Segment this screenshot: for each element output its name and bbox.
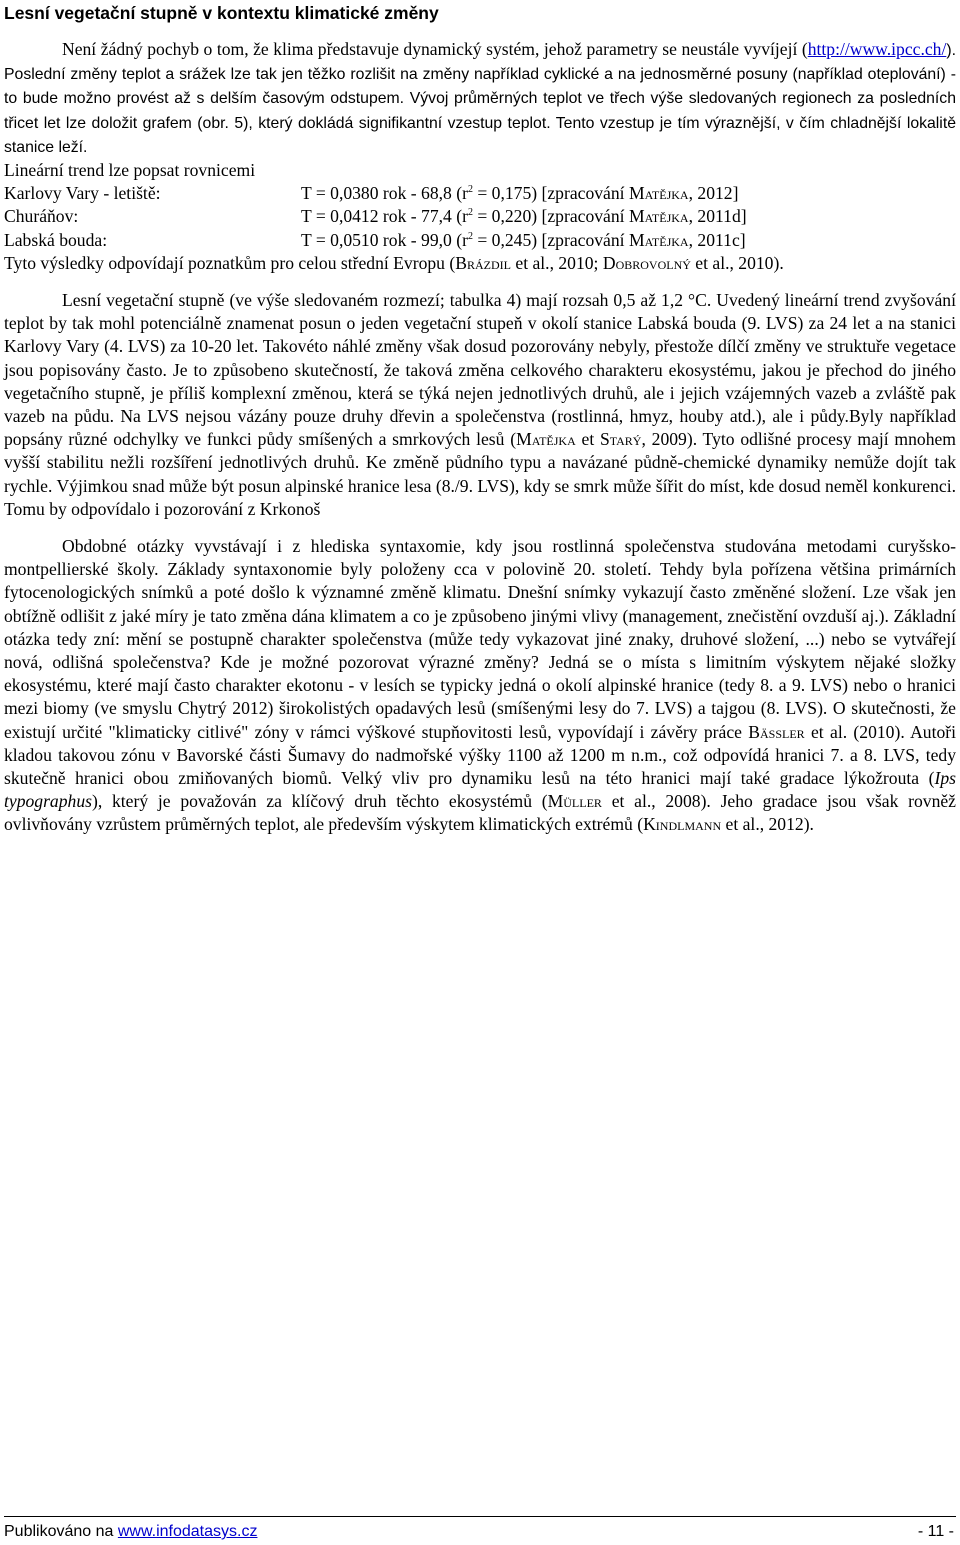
text-span: Obdobné otázky vyvstávají i z hlediska syntaxomie, kdy jsou rostlinná společenstva studována metodami curyšsko-montpellierské školy. Základy syntaxonomie byly položeny cca v polovině 20. století. Tehdy byla pořízena většina primárních fytocenologických snímků a poté došlo k významné změně klimatu. Dnešní snímky vykazují často změněné složení. Lze však jen obtížně odlišit z jaké míry je tato změna dána klimatem a co je způsobeno jinými vlivy (management, znečistění ovzduší aj.). Základní otázka tedy zní: mění se postupně charakter společenstva (může tedy vykazovat jiné znaky, druhové složení, ...) nebo se vytvářejí nová, odlišná společenstva? Kde je možné pozorovat výrazné změny? Jedná se o místa s limitním výskytem nějaké složky ekosystému, které mají často charakter ekotonu - v lesích se typicky jedná o okolí alpinské hranice (tedy 8. a 9. LVS) nebo o hranici mezi biomy (ve smyslu Chytrý 2012) širokolistých opadavých lesů (smíšenými lesy do 7. LVS) a tajgou (8. LVS). O skutečnosti, že existují určité "klimaticky citlivé" zóny v rámci výškové stupňovitosti lesů, vypovídají i závěry práce: [4, 536, 956, 742]
superscript: 2: [467, 207, 473, 219]
footer-link[interactable]: www.infodatasys.cz: [117, 1523, 258, 1540]
citation-author: Matějka: [628, 183, 689, 204]
text-span: et: [575, 429, 600, 450]
text-span: Tyto výsledky odpovídají poznatkům pro celou střední Evropu (: [4, 252, 456, 273]
citation-author: Dobrovolný: [602, 252, 691, 273]
paragraph-vegetation-zones: [4, 289, 956, 521]
station-name: Churáňov:: [4, 206, 79, 227]
equation-text: = 0,175) [zpracování: [472, 183, 629, 204]
citation-author: Brázdil: [455, 252, 511, 273]
equation-text: = 0,245) [zpracování: [472, 229, 629, 250]
footer-prefix: Publikováno na: [4, 1523, 118, 1540]
text-span: Lesní vegetační stupně (ve výše sledovaném rozmezí; tabulka 4) mají rozsah 0,5 až 1,2 °C. Uvedený lineární trend zvyšování teplot by tak mohl potenciálně znamenat posun o jeden vegetační stupeň v okolí stanice Labská bouda (9. LVS) za 24 let a na stanici Karlovy Vary (4. LVS) za 10-20 let. Takovéto náhlé změny však dosud pozorovány nebyly, přestože dílčí změny ve struktuře vegetace jsou popisovány často. Je to způsobeno skutečností, že taková změna celkového charakteru ekosystému, jakou je přechod do jiného vegetačního stupně, je příliš komplexní změnou, která se týká nejen jednotlivých druhů, ale i jejich vzájemných vazeb a zvláště pak vazeb na půdu. Na LVS nejsou vázány pouze druhy dřevin a společenstva (rostlinná, hmyz, houby atd.), ale i půdy.Byly například popsány různé odchylky ve funkci půdy smíšených a smrkových lesů (: [4, 289, 956, 450]
citation-author: Starý: [599, 429, 642, 450]
equation-row: [4, 182, 956, 205]
text-span: ). Poslední změny teplot a srážek lze tak jen těžko rozlišit na změny například cyklické a na jednosměrné posuny (například oteplování) - to bude možno provést až s delším časovým odstupem. Vývoj průměrných teplot ve třech výše sledovaných regionech za posledních třicet let lze doložit grafem (obr. 5), který dokládá signifikantní vzestup teplot. Tento vzestup je tím výraznější, v čím chladnější lokalitě stanice leží.: [4, 42, 956, 156]
text-span: Není žádný pochyb o tom, že klima představuje dynamický systém, jehož parametry se neustále vyvíjejí (: [62, 39, 808, 59]
trend-intro-line: Lineární trend lze popsat rovnicemi: [4, 160, 256, 181]
station-name: Labská bouda:: [4, 229, 108, 250]
paragraph-climate-intro: [4, 38, 956, 159]
equation-text: T = 0,0380 rok - 68,8 (r: [301, 183, 468, 204]
text-span: et al., 2012).: [721, 814, 814, 835]
equation-row: [4, 229, 956, 252]
paragraph-europe-results: [4, 252, 956, 275]
section-title: Lesní vegetační stupně v kontextu klimatické změny: [4, 3, 439, 23]
species-name: Ips typographus: [4, 768, 956, 812]
page-number: - 11 -: [917, 1523, 954, 1540]
citation-year: , 2012]: [688, 183, 739, 204]
text-span: ), který je považován za klíčový druh těchto ekosystémů (: [91, 791, 548, 812]
equation-text: T = 0,0412 rok - 77,4 (r: [301, 206, 468, 227]
equation-text: = 0,220) [zpracování: [472, 206, 629, 227]
citation-author: Müller: [547, 791, 602, 812]
citation-author: Bässler: [748, 721, 805, 742]
citation-year: , 2011c]: [688, 229, 746, 250]
citation-author: Matějka: [628, 206, 689, 227]
text-span: et al. (2010). Autoři kladou takovou zónu v Bavorské části Šumavy do nadmořské výšky 1100 až 1200 m n.m., což odpovídá hranici 7. a 8. LVS, tedy skutečně hranici obou zmiňovaných biomů. Velký vliv pro dynamiku lesů na této hranici mají také gradace lýkožrouta (: [4, 721, 957, 789]
superscript: 2: [467, 184, 473, 196]
text-span: , 2009). Tyto odlišné procesy mají mnohem vyšší stabilitu nežli rozšíření jednotlivých druhů. Ke změně půdního typu a navázané půdně-chemické dynamiky nemůže dojít tak rychle. Výjimkou snad může být posun alpinské hranice lesa (8./9. LVS), kdy se smrk může šířit do míst, kde dosud neměl konkurenci. Tomu by odpovídalo i pozorování z Krkonoš: [4, 429, 956, 519]
text-span: et al., 2010;: [510, 252, 603, 273]
station-name: Karlovy Vary - letiště:: [4, 183, 161, 204]
equation-row: [4, 205, 956, 228]
ipcc-link[interactable]: http://www.ipcc.ch/: [807, 39, 947, 59]
document-body: [4, 38, 956, 837]
text-span: et al., 2008). Jeho gradace jsou však rovněž ovlivňovány vzrůstem průměrných teplot, ale především výskytem klimatických extrémů (: [4, 791, 956, 835]
paragraph-syntaxonomy: [4, 535, 956, 837]
equation-text: T = 0,0510 rok - 99,0 (r: [301, 229, 468, 250]
citation-author: Matějka: [516, 429, 576, 450]
trend-equation: [301, 229, 746, 252]
trend-equation: [301, 205, 747, 228]
footer-publisher: [4, 1522, 257, 1542]
trend-equation: [301, 182, 738, 205]
citation-author: Matějka: [628, 229, 689, 250]
footer-divider: [4, 1516, 956, 1517]
text-span: et al., 2010).: [690, 252, 784, 273]
superscript: 2: [467, 230, 473, 242]
citation-author: Kindlmann: [643, 814, 722, 835]
citation-year: , 2011d]: [688, 206, 747, 227]
